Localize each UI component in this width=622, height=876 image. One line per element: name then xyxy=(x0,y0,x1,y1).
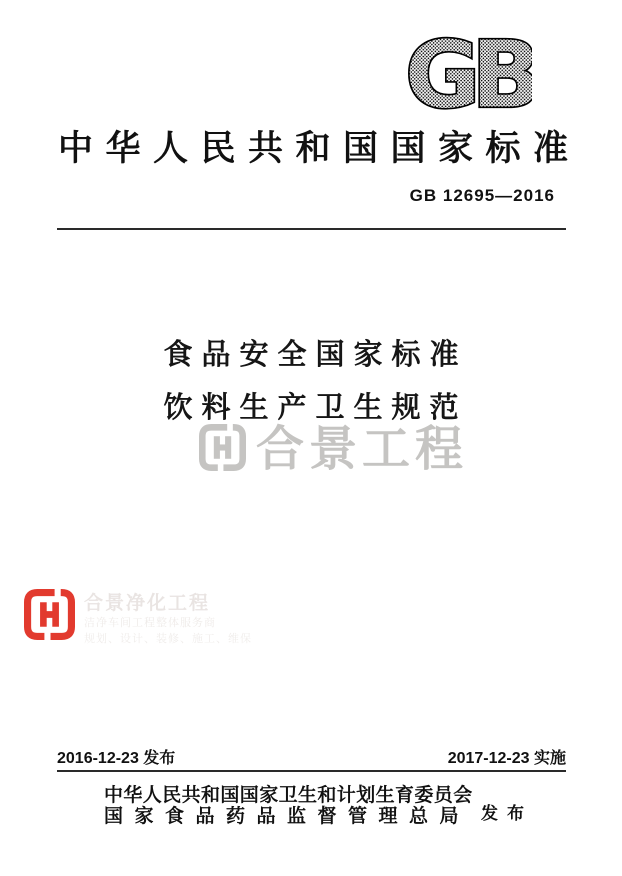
hejing-h-logo-red-icon xyxy=(24,589,75,645)
dates-row xyxy=(57,749,566,768)
hejing-h-logo-icon xyxy=(199,424,246,476)
authority-line2: 国家食品药品监督管理总局 xyxy=(104,806,471,827)
issue-date: 2016-12-23 发布 xyxy=(57,750,176,767)
issuing-authority xyxy=(104,786,473,827)
left-watermark-company: 合景净化工程 xyxy=(84,593,211,614)
center-watermark xyxy=(199,424,468,476)
standard-number: GB 12695—2016 xyxy=(409,186,555,205)
top-divider xyxy=(57,228,566,230)
gb-logo-icon xyxy=(406,30,532,112)
publish-label: 发布 xyxy=(481,804,533,823)
left-watermark-text xyxy=(84,589,252,645)
left-watermark xyxy=(24,589,252,645)
gb-emblem xyxy=(406,30,532,112)
page-title: 中华人民共和国国家标准 xyxy=(58,129,581,168)
bottom-divider xyxy=(57,770,566,772)
gb-logo-text: GB xyxy=(406,30,532,112)
document-title-line1: 食品安全国家标准 xyxy=(163,339,468,371)
left-watermark-tagline: 洁净车间工程整体服务商 xyxy=(84,617,216,629)
center-watermark-text: 合景工程 xyxy=(256,423,469,476)
authority-line1: 中华人民共和国国家卫生和计划生育委员会 xyxy=(104,785,473,806)
document-title xyxy=(0,341,622,423)
document-title-line2: 饮料生产卫生规范 xyxy=(163,392,468,424)
implementation-date: 2017-12-23 实施 xyxy=(447,750,566,767)
left-watermark-services: 规划、设计、装修、施工、维保 xyxy=(84,633,252,645)
